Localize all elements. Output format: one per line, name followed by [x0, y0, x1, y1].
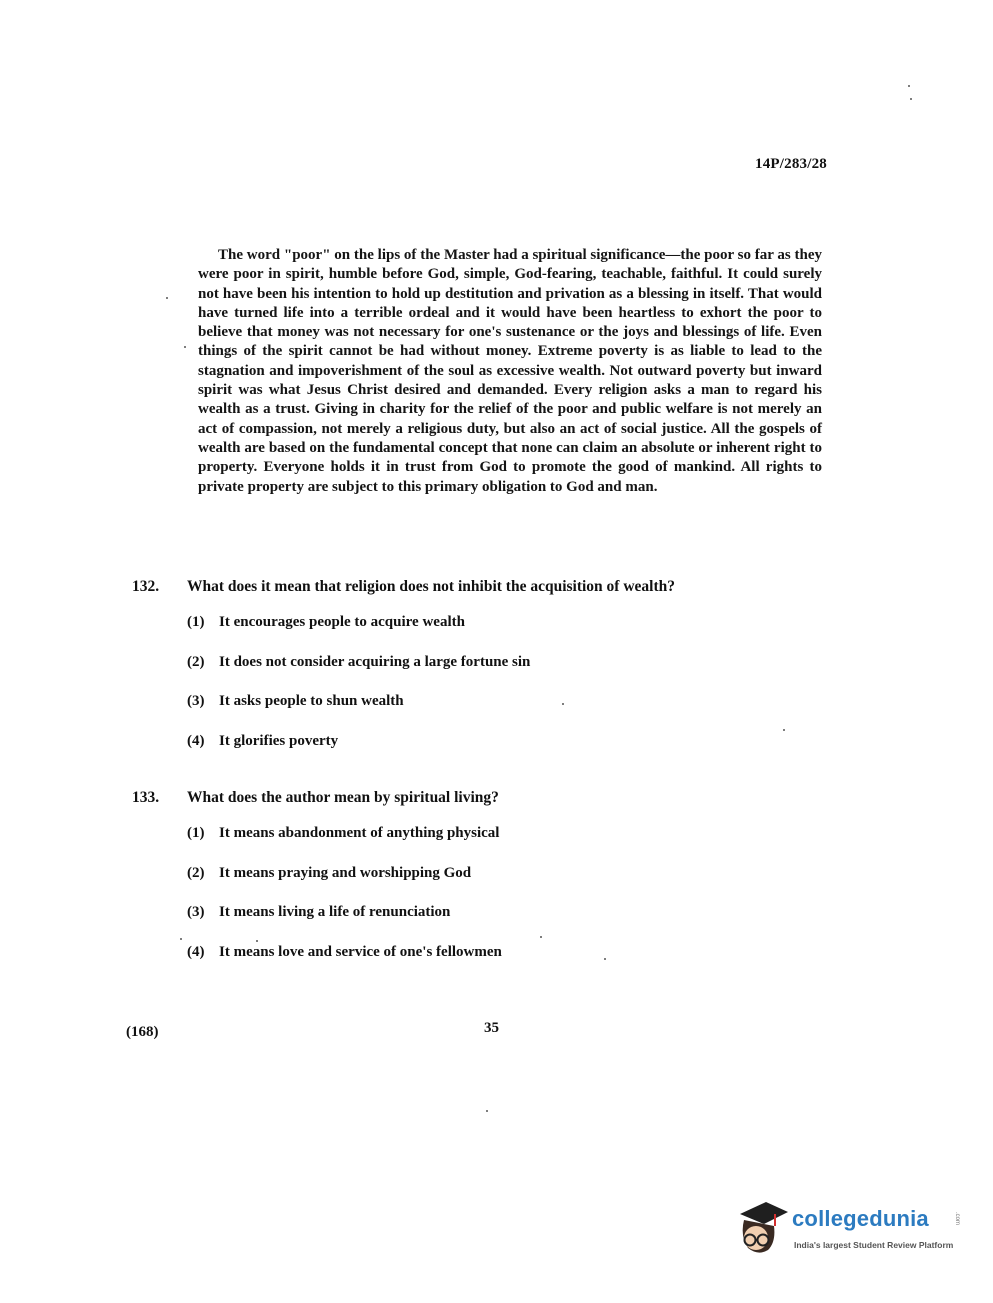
option-text: It asks people to shun wealth: [219, 693, 404, 709]
question-text: What does it mean that religion does not inhibit the acquisition of wealth?: [187, 578, 676, 595]
option-3[interactable]: [187, 904, 852, 944]
brand-tagline: India's largest Student Review Platform: [794, 1240, 954, 1250]
scan-speck: [486, 1110, 488, 1112]
options-list: [187, 825, 852, 983]
question-number: 132.: [132, 578, 160, 595]
option-number: (1): [187, 825, 205, 841]
question-132: [132, 578, 852, 772]
scan-speck: [910, 98, 912, 100]
option-text: It encourages people to acquire wealth: [219, 614, 465, 630]
brand-suffix: .com: [954, 1212, 960, 1226]
option-2[interactable]: [187, 865, 852, 905]
option-text: It does not consider acquiring a large fortune sin: [219, 653, 531, 670]
option-number: (2): [187, 864, 205, 881]
scan-speck: [562, 703, 564, 705]
scan-speck: [180, 938, 182, 940]
question-text: What does the author mean by spiritual living?: [187, 789, 499, 806]
scan-speck: [908, 85, 910, 87]
passage: The word "poor" on the lips of the Master had a spiritual significance—the poor so far as they were poor in spirit, humble before God, simple, God-fearing, teachable, faithful. It could surely not have been his intention to hold up destitution and privation as a blessing in itself. That would have turned life into a terrible ordeal and it would have been heartless to exhort the poor to believe that money was not necessary for one's sustenance or the joys and blessings of life. Even things of the spirit cannot be had without money. Extreme poverty is as liable to lead to the stagnation and impoverishment of the soul as excessive wealth. Not outward poverty but inward spirit was what Jesus Christ desired and demanded. Every religion asks a man to regard his wealth as a trust. Giving in charity for the relief of the poor and public welfare is not merely an act of compassion, not merely a religious duty, but also an act of social justice. All the gospels of wealth are based on the fundamental concept that none can claim an absolute or inherent right to property. Everyone holds it in trust from God to promote the good of mankind. All rights to private property are subject to this primary obligation to God and man.: [198, 247, 822, 495]
collegedunia-watermark: [734, 1196, 964, 1266]
scan-speck: [184, 346, 186, 348]
mascot-logo-icon: [734, 1196, 790, 1258]
option-number: (3): [187, 904, 205, 920]
options-list: [187, 614, 852, 772]
option-text: It means love and service of one's fellowmen: [219, 943, 502, 960]
scan-speck: [166, 297, 168, 299]
scan-speck: [540, 936, 542, 938]
option-4[interactable]: [187, 733, 852, 773]
scan-speck: [256, 940, 258, 942]
brand-name: collegedunia: [792, 1206, 929, 1231]
option-number: (2): [187, 653, 205, 670]
booklet-code: (168): [126, 1024, 159, 1040]
option-4[interactable]: [187, 944, 852, 984]
option-2[interactable]: [187, 654, 852, 694]
option-text: It means abandonment of anything physical: [219, 825, 500, 841]
option-number: (3): [187, 693, 205, 709]
option-text: It means praying and worshipping God: [219, 864, 472, 881]
option-3[interactable]: [187, 693, 852, 733]
option-number: (1): [187, 614, 205, 630]
scan-speck: [604, 958, 606, 960]
scan-speck: [783, 729, 785, 731]
option-number: (4): [187, 732, 205, 749]
option-number: (4): [187, 943, 205, 960]
option-text: It glorifies poverty: [219, 732, 339, 749]
question-number: 133.: [132, 789, 160, 806]
option-1[interactable]: [187, 614, 852, 654]
question-133: [132, 789, 852, 983]
option-text: It means living a life of renunciation: [219, 904, 451, 920]
page-number: 35: [484, 1020, 499, 1036]
option-1[interactable]: [187, 825, 852, 865]
page-code: 14P/283/28: [755, 156, 827, 172]
